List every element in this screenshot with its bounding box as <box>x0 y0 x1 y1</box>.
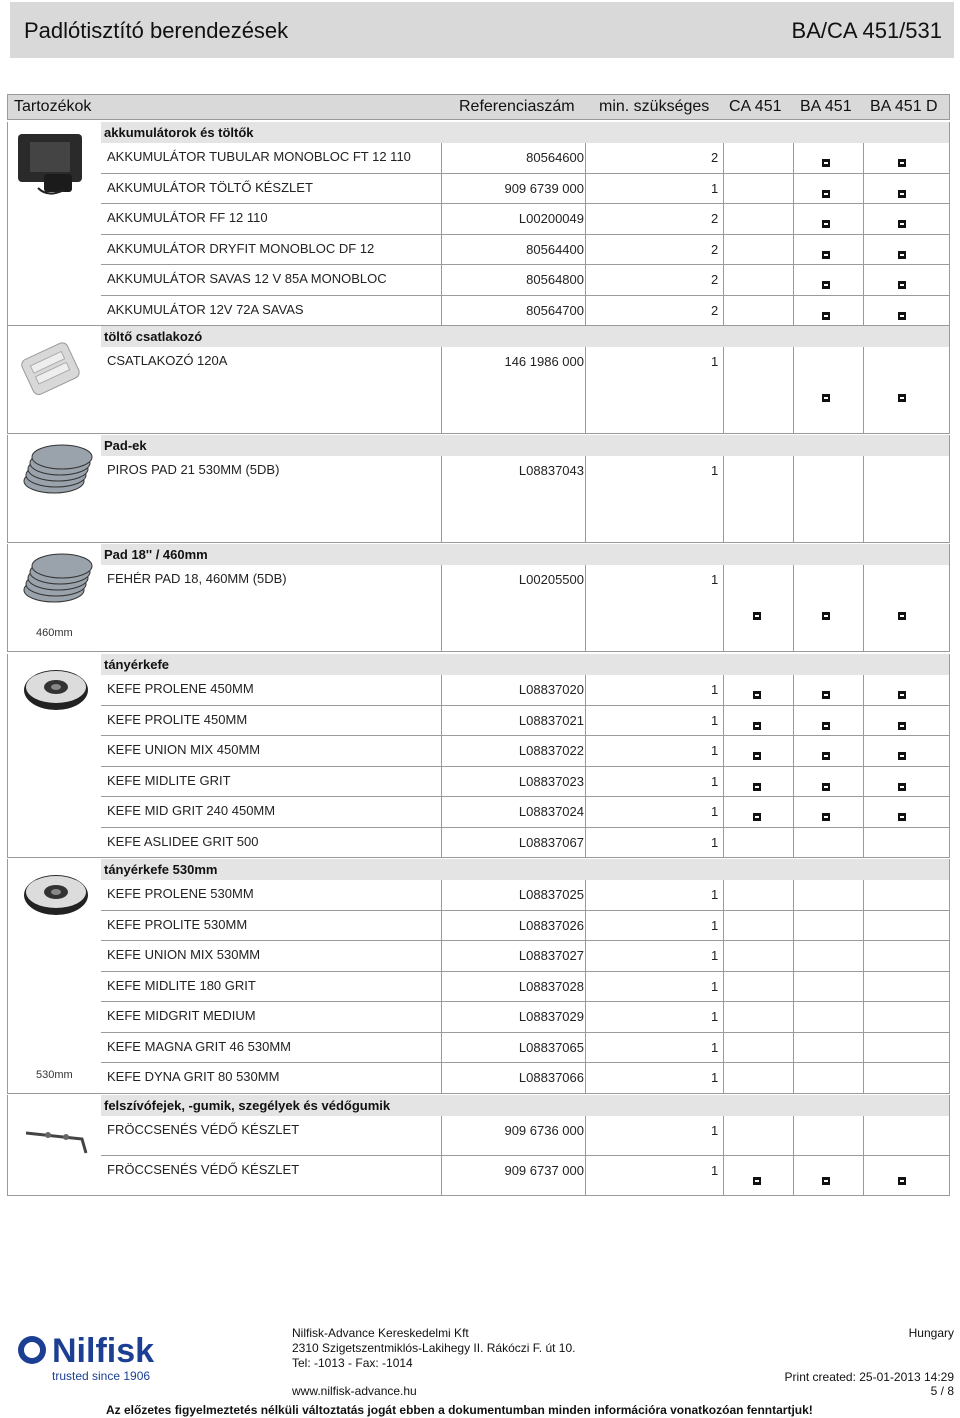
accessory-name: FRÖCCSENÉS VÉDŐ KÉSZLET <box>101 1156 442 1195</box>
logo-text: Nilfisk <box>52 1332 155 1370</box>
compatibility-mark-icon <box>898 722 906 730</box>
reference-number: L08837028 <box>518 978 584 994</box>
column-divider <box>723 265 724 295</box>
col-min: min. szükséges <box>599 98 710 115</box>
product-image-cell <box>7 326 101 434</box>
col-ba451d: BA 451 D <box>870 98 938 115</box>
column-divider <box>585 174 586 204</box>
accessory-name: PIROS PAD 21 530MM (5DB) <box>101 456 442 542</box>
brush-image <box>8 654 102 764</box>
footer-company: Nilfisk-Advance Kereskedelmi Kft <box>292 1326 469 1340</box>
table-row <box>101 828 950 859</box>
column-divider <box>585 767 586 797</box>
column-divider <box>793 456 794 542</box>
table-row <box>101 797 950 828</box>
accessory-name: KEFE MIDLITE 180 GRIT <box>101 972 442 1002</box>
reference-number: L08837021 <box>518 712 584 728</box>
min-required: 1 <box>711 180 719 196</box>
column-divider <box>793 174 794 204</box>
page-title: Padlótisztító berendezések <box>24 18 289 43</box>
table-row <box>101 736 950 767</box>
min-required: 1 <box>711 804 719 819</box>
battery-charger-image <box>8 122 102 232</box>
column-divider <box>863 880 864 910</box>
connector-image <box>8 326 102 434</box>
column-divider <box>863 1033 864 1063</box>
section-header: felszívófejek, -gumik, szegélyek és védőgumik <box>101 1095 950 1116</box>
column-divider <box>793 706 794 736</box>
column-divider <box>793 1033 794 1063</box>
reference-number: 909 6739 000 <box>504 180 584 196</box>
column-divider <box>585 1116 586 1155</box>
min-required: 1 <box>711 978 719 994</box>
compatibility-mark-icon <box>822 159 830 167</box>
min-required: 1 <box>711 1070 719 1085</box>
column-divider <box>863 265 864 295</box>
compatibility-mark-icon <box>898 1177 906 1185</box>
accessory-name: KEFE PROLITE 530MM <box>101 911 442 941</box>
min-required: 1 <box>711 682 719 697</box>
reference-number: L08837027 <box>518 948 584 963</box>
column-divider <box>863 972 864 1002</box>
compatibility-mark-icon <box>822 722 830 730</box>
compatibility-mark-icon <box>898 220 906 228</box>
product-image-cell <box>7 654 101 858</box>
column-divider <box>863 675 864 705</box>
table-row <box>101 941 950 972</box>
accessory-name: AKKUMULÁTOR TÖLTŐ KÉSZLET <box>101 174 442 204</box>
column-divider <box>863 1116 864 1155</box>
column-divider <box>863 767 864 797</box>
compatibility-mark-icon <box>898 813 906 821</box>
column-divider <box>793 347 794 433</box>
accessory-name: AKKUMULÁTOR SAVAS 12 V 85A MONOBLOC <box>101 265 442 295</box>
compatibility-mark-icon <box>822 1177 830 1185</box>
column-divider <box>585 143 586 173</box>
accessory-name: KEFE PROLENE 530MM <box>101 880 442 910</box>
column-divider <box>863 235 864 265</box>
column-divider <box>585 797 586 827</box>
accessory-name: AKKUMULÁTOR TUBULAR MONOBLOC FT 12 110 <box>101 143 442 173</box>
column-divider <box>585 204 586 234</box>
accessory-name: KEFE MAGNA GRIT 46 530MM <box>101 1033 442 1063</box>
column-divider <box>793 1063 794 1093</box>
column-divider <box>863 736 864 766</box>
column-divider <box>793 767 794 797</box>
compatibility-mark-icon <box>898 312 906 320</box>
min-required: 2 <box>711 241 719 257</box>
column-divider <box>793 736 794 766</box>
nilfisk-logo <box>12 1330 192 1386</box>
footer-print-created: Print created: 25-01-2013 14:29 <box>784 1370 954 1384</box>
col-ca451: CA 451 <box>729 98 782 115</box>
column-divider <box>723 706 724 736</box>
column-divider <box>793 675 794 705</box>
section-header: tányérkefe 530mm <box>101 859 950 880</box>
compatibility-mark-icon <box>822 783 830 791</box>
compatibility-mark-icon <box>898 159 906 167</box>
column-divider <box>793 911 794 941</box>
table-row <box>101 767 950 798</box>
footer-page-number: 5 / 8 <box>930 1384 954 1398</box>
table-row <box>101 1063 950 1094</box>
min-required: 2 <box>711 150 719 165</box>
column-divider <box>723 941 724 971</box>
table-row <box>101 880 950 911</box>
compatibility-mark-icon <box>822 281 830 289</box>
table-row <box>101 204 950 235</box>
column-divider <box>863 204 864 234</box>
table-row <box>101 143 950 174</box>
column-divider <box>723 347 724 433</box>
column-divider <box>585 736 586 766</box>
section-header: akkumulátorok és töltők <box>101 122 950 143</box>
compatibility-mark-icon <box>753 722 761 730</box>
column-divider <box>863 565 864 651</box>
image-caption: 460mm <box>36 627 73 639</box>
column-divider <box>585 265 586 295</box>
accessory-name: KEFE MID GRIT 240 450MM <box>101 797 442 827</box>
compatibility-mark-icon <box>822 220 830 228</box>
accessory-name: KEFE ASLIDEE GRIT 500 <box>101 828 442 858</box>
compatibility-mark-icon <box>753 783 761 791</box>
table-row <box>101 174 950 205</box>
reference-number: 909 6736 000 <box>504 1123 584 1138</box>
column-divider <box>863 1002 864 1032</box>
accessory-name: KEFE PROLITE 450MM <box>101 706 442 736</box>
column-divider <box>723 880 724 910</box>
col-ref: Referenciaszám <box>459 98 575 115</box>
column-divider <box>863 1156 864 1195</box>
reference-number: 80564800 <box>526 272 584 287</box>
column-divider <box>793 296 794 326</box>
column-header-row <box>7 94 950 120</box>
column-divider <box>863 456 864 542</box>
accessory-name: CSATLAKOZÓ 120A <box>101 347 442 433</box>
footer-phone: Tel: -1013 - Fax: -1014 <box>292 1356 413 1370</box>
column-divider <box>585 972 586 1002</box>
reference-number: L08837043 <box>518 463 584 478</box>
compatibility-mark-icon <box>822 813 830 821</box>
min-required: 1 <box>711 948 719 963</box>
min-required: 1 <box>711 1009 719 1024</box>
compatibility-mark-icon <box>898 612 906 620</box>
product-image-cell <box>7 435 101 543</box>
column-divider <box>863 911 864 941</box>
compatibility-mark-icon <box>753 813 761 821</box>
table-row <box>101 911 950 942</box>
reference-number: 146 1986 000 <box>504 354 584 369</box>
column-divider <box>723 911 724 941</box>
compatibility-mark-icon <box>822 612 830 620</box>
reference-number: L08837020 <box>518 682 584 697</box>
column-divider <box>723 1063 724 1093</box>
accessory-name: KEFE PROLENE 450MM <box>101 675 442 705</box>
column-divider <box>723 1002 724 1032</box>
min-required: 1 <box>711 572 719 587</box>
accessory-name: AKKUMULÁTOR 12V 72A SAVAS <box>101 296 442 326</box>
brush-530-image <box>8 859 102 969</box>
column-divider <box>793 941 794 971</box>
column-divider <box>585 1156 586 1195</box>
table-row <box>101 1033 950 1064</box>
compatibility-mark-icon <box>898 783 906 791</box>
column-divider <box>793 828 794 858</box>
table-row <box>101 706 950 737</box>
min-required: 1 <box>711 712 719 728</box>
column-divider <box>863 828 864 858</box>
reference-number: L00205500 <box>518 572 584 587</box>
column-divider <box>585 1063 586 1093</box>
min-required: 2 <box>711 272 719 287</box>
compatibility-mark-icon <box>898 251 906 259</box>
column-divider <box>863 797 864 827</box>
accessory-name: KEFE MIDGRIT MEDIUM <box>101 1002 442 1032</box>
column-divider <box>585 941 586 971</box>
column-divider <box>723 1033 724 1063</box>
table-row <box>101 347 950 434</box>
compatibility-mark-icon <box>822 394 830 402</box>
min-required: 2 <box>711 302 719 318</box>
column-divider <box>585 456 586 542</box>
column-divider <box>723 797 724 827</box>
compatibility-mark-icon <box>898 752 906 760</box>
footer-web[interactable]: www.nilfisk-advance.hu <box>292 1384 417 1398</box>
min-required: 1 <box>711 743 719 758</box>
compatibility-mark-icon <box>753 612 761 620</box>
reference-number: L00200049 <box>518 211 584 226</box>
min-required: 1 <box>711 917 719 933</box>
column-divider <box>585 235 586 265</box>
min-required: 1 <box>711 773 719 789</box>
column-divider <box>863 706 864 736</box>
image-caption: 530mm <box>36 1068 73 1081</box>
compatibility-mark-icon <box>898 394 906 402</box>
column-divider <box>863 143 864 173</box>
column-divider <box>793 1156 794 1195</box>
column-divider <box>793 1002 794 1032</box>
table-row <box>101 456 950 543</box>
accessory-name: KEFE UNION MIX 530MM <box>101 941 442 971</box>
column-divider <box>585 880 586 910</box>
footer-disclaimer: Az előzetes figyelmeztetés nélküli változtatás jogát ebben a dokumentumban minden információra vonatkozóan fenntartjuk! <box>106 1403 813 1417</box>
column-divider <box>723 235 724 265</box>
column-divider <box>793 972 794 1002</box>
col-tartozekok: Tartozékok <box>14 98 92 115</box>
accessory-name: FEHÉR PAD 18, 460MM (5DB) <box>101 565 442 651</box>
column-divider <box>585 911 586 941</box>
compatibility-mark-icon <box>822 691 830 699</box>
min-required: 1 <box>711 1123 719 1138</box>
reference-number: L08837065 <box>518 1039 584 1055</box>
section-header: Pad 18'' / 460mm <box>101 544 950 565</box>
column-divider <box>723 456 724 542</box>
footer-country: Hungary <box>908 1326 954 1340</box>
min-required: 1 <box>711 834 719 850</box>
column-divider <box>793 565 794 651</box>
product-image-cell <box>7 1095 101 1196</box>
reference-number: L08837025 <box>518 887 584 902</box>
column-divider <box>585 828 586 858</box>
min-required: 2 <box>711 211 719 226</box>
compatibility-mark-icon <box>822 752 830 760</box>
column-divider <box>863 1063 864 1093</box>
column-divider <box>863 174 864 204</box>
column-divider <box>793 265 794 295</box>
min-required: 1 <box>711 354 719 369</box>
table-row <box>101 235 950 266</box>
min-required: 1 <box>711 463 719 478</box>
compatibility-mark-icon <box>822 312 830 320</box>
column-divider <box>585 347 586 433</box>
column-divider <box>585 675 586 705</box>
min-required: 1 <box>711 887 719 902</box>
compatibility-mark-icon <box>753 752 761 760</box>
column-divider <box>723 565 724 651</box>
table-row <box>101 1116 950 1156</box>
column-divider <box>723 174 724 204</box>
column-divider <box>793 235 794 265</box>
compatibility-mark-icon <box>753 691 761 699</box>
column-divider <box>723 143 724 173</box>
compatibility-mark-icon <box>898 281 906 289</box>
reference-number: L08837066 <box>518 1070 584 1085</box>
column-divider <box>723 204 724 234</box>
table-row <box>101 675 950 706</box>
logo-tagline: trusted since 1906 <box>52 1369 151 1383</box>
accessory-name: AKKUMULÁTOR DRYFIT MONOBLOC DF 12 <box>101 235 442 265</box>
compatibility-mark-icon <box>822 251 830 259</box>
column-divider <box>585 1002 586 1032</box>
accessory-name: AKKUMULÁTOR FF 12 110 <box>101 204 442 234</box>
model-title: BA/CA 451/531 <box>791 18 942 43</box>
reference-number: L08837067 <box>518 834 584 850</box>
table-row <box>101 1002 950 1033</box>
column-divider <box>723 675 724 705</box>
reference-number: L08837024 <box>518 804 584 819</box>
table-row <box>101 565 950 652</box>
accessory-name: FRÖCCSENÉS VÉDŐ KÉSZLET <box>101 1116 442 1155</box>
compatibility-mark-icon <box>898 190 906 198</box>
compatibility-mark-icon <box>898 691 906 699</box>
column-divider <box>585 565 586 651</box>
table-row <box>101 1156 950 1196</box>
column-divider <box>723 1156 724 1195</box>
column-divider <box>723 828 724 858</box>
column-divider <box>585 1033 586 1063</box>
reference-number: 909 6737 000 <box>504 1163 584 1178</box>
table-row <box>101 972 950 1003</box>
reference-number: L08837022 <box>518 743 584 758</box>
table-row <box>101 265 950 296</box>
column-divider <box>863 941 864 971</box>
col-ba451: BA 451 <box>800 98 852 115</box>
footer-address: 2310 Szigetszentmiklós-Lakihegy II. Rákóczi F. út 10. <box>292 1341 576 1355</box>
product-image-cell <box>7 859 101 1094</box>
compatibility-mark-icon <box>822 190 830 198</box>
column-divider <box>723 767 724 797</box>
accessory-name: KEFE MIDLITE GRIT <box>101 767 442 797</box>
column-divider <box>723 296 724 326</box>
reference-number: 80564600 <box>526 150 584 165</box>
column-divider <box>793 880 794 910</box>
table-row <box>101 296 950 327</box>
column-divider <box>585 296 586 326</box>
column-divider <box>723 1116 724 1155</box>
section-header: tányérkefe <box>101 654 950 675</box>
squeegee-image <box>8 1095 102 1196</box>
product-image-cell <box>7 122 101 326</box>
reference-number: L08837029 <box>518 1009 584 1024</box>
compatibility-mark-icon <box>753 1177 761 1185</box>
accessory-name: KEFE UNION MIX 450MM <box>101 736 442 766</box>
reference-number: 80564400 <box>526 241 584 257</box>
product-image-cell <box>7 544 101 652</box>
reference-number: L08837023 <box>518 773 584 789</box>
accessory-name: KEFE DYNA GRIT 80 530MM <box>101 1063 442 1093</box>
section-header: Pad-ek <box>101 435 950 456</box>
min-required: 1 <box>711 1039 719 1055</box>
column-divider <box>793 797 794 827</box>
column-divider <box>793 1116 794 1155</box>
column-divider <box>793 143 794 173</box>
column-divider <box>723 736 724 766</box>
page-header <box>10 2 954 58</box>
column-divider <box>863 296 864 326</box>
reference-number: L08837026 <box>518 917 584 933</box>
column-divider <box>793 204 794 234</box>
column-divider <box>585 706 586 736</box>
pad-stack-image <box>8 435 102 543</box>
column-divider <box>863 347 864 433</box>
section-header: töltő csatlakozó <box>101 326 950 347</box>
column-divider <box>723 972 724 1002</box>
reference-number: 80564700 <box>526 302 584 318</box>
min-required: 1 <box>711 1163 719 1178</box>
